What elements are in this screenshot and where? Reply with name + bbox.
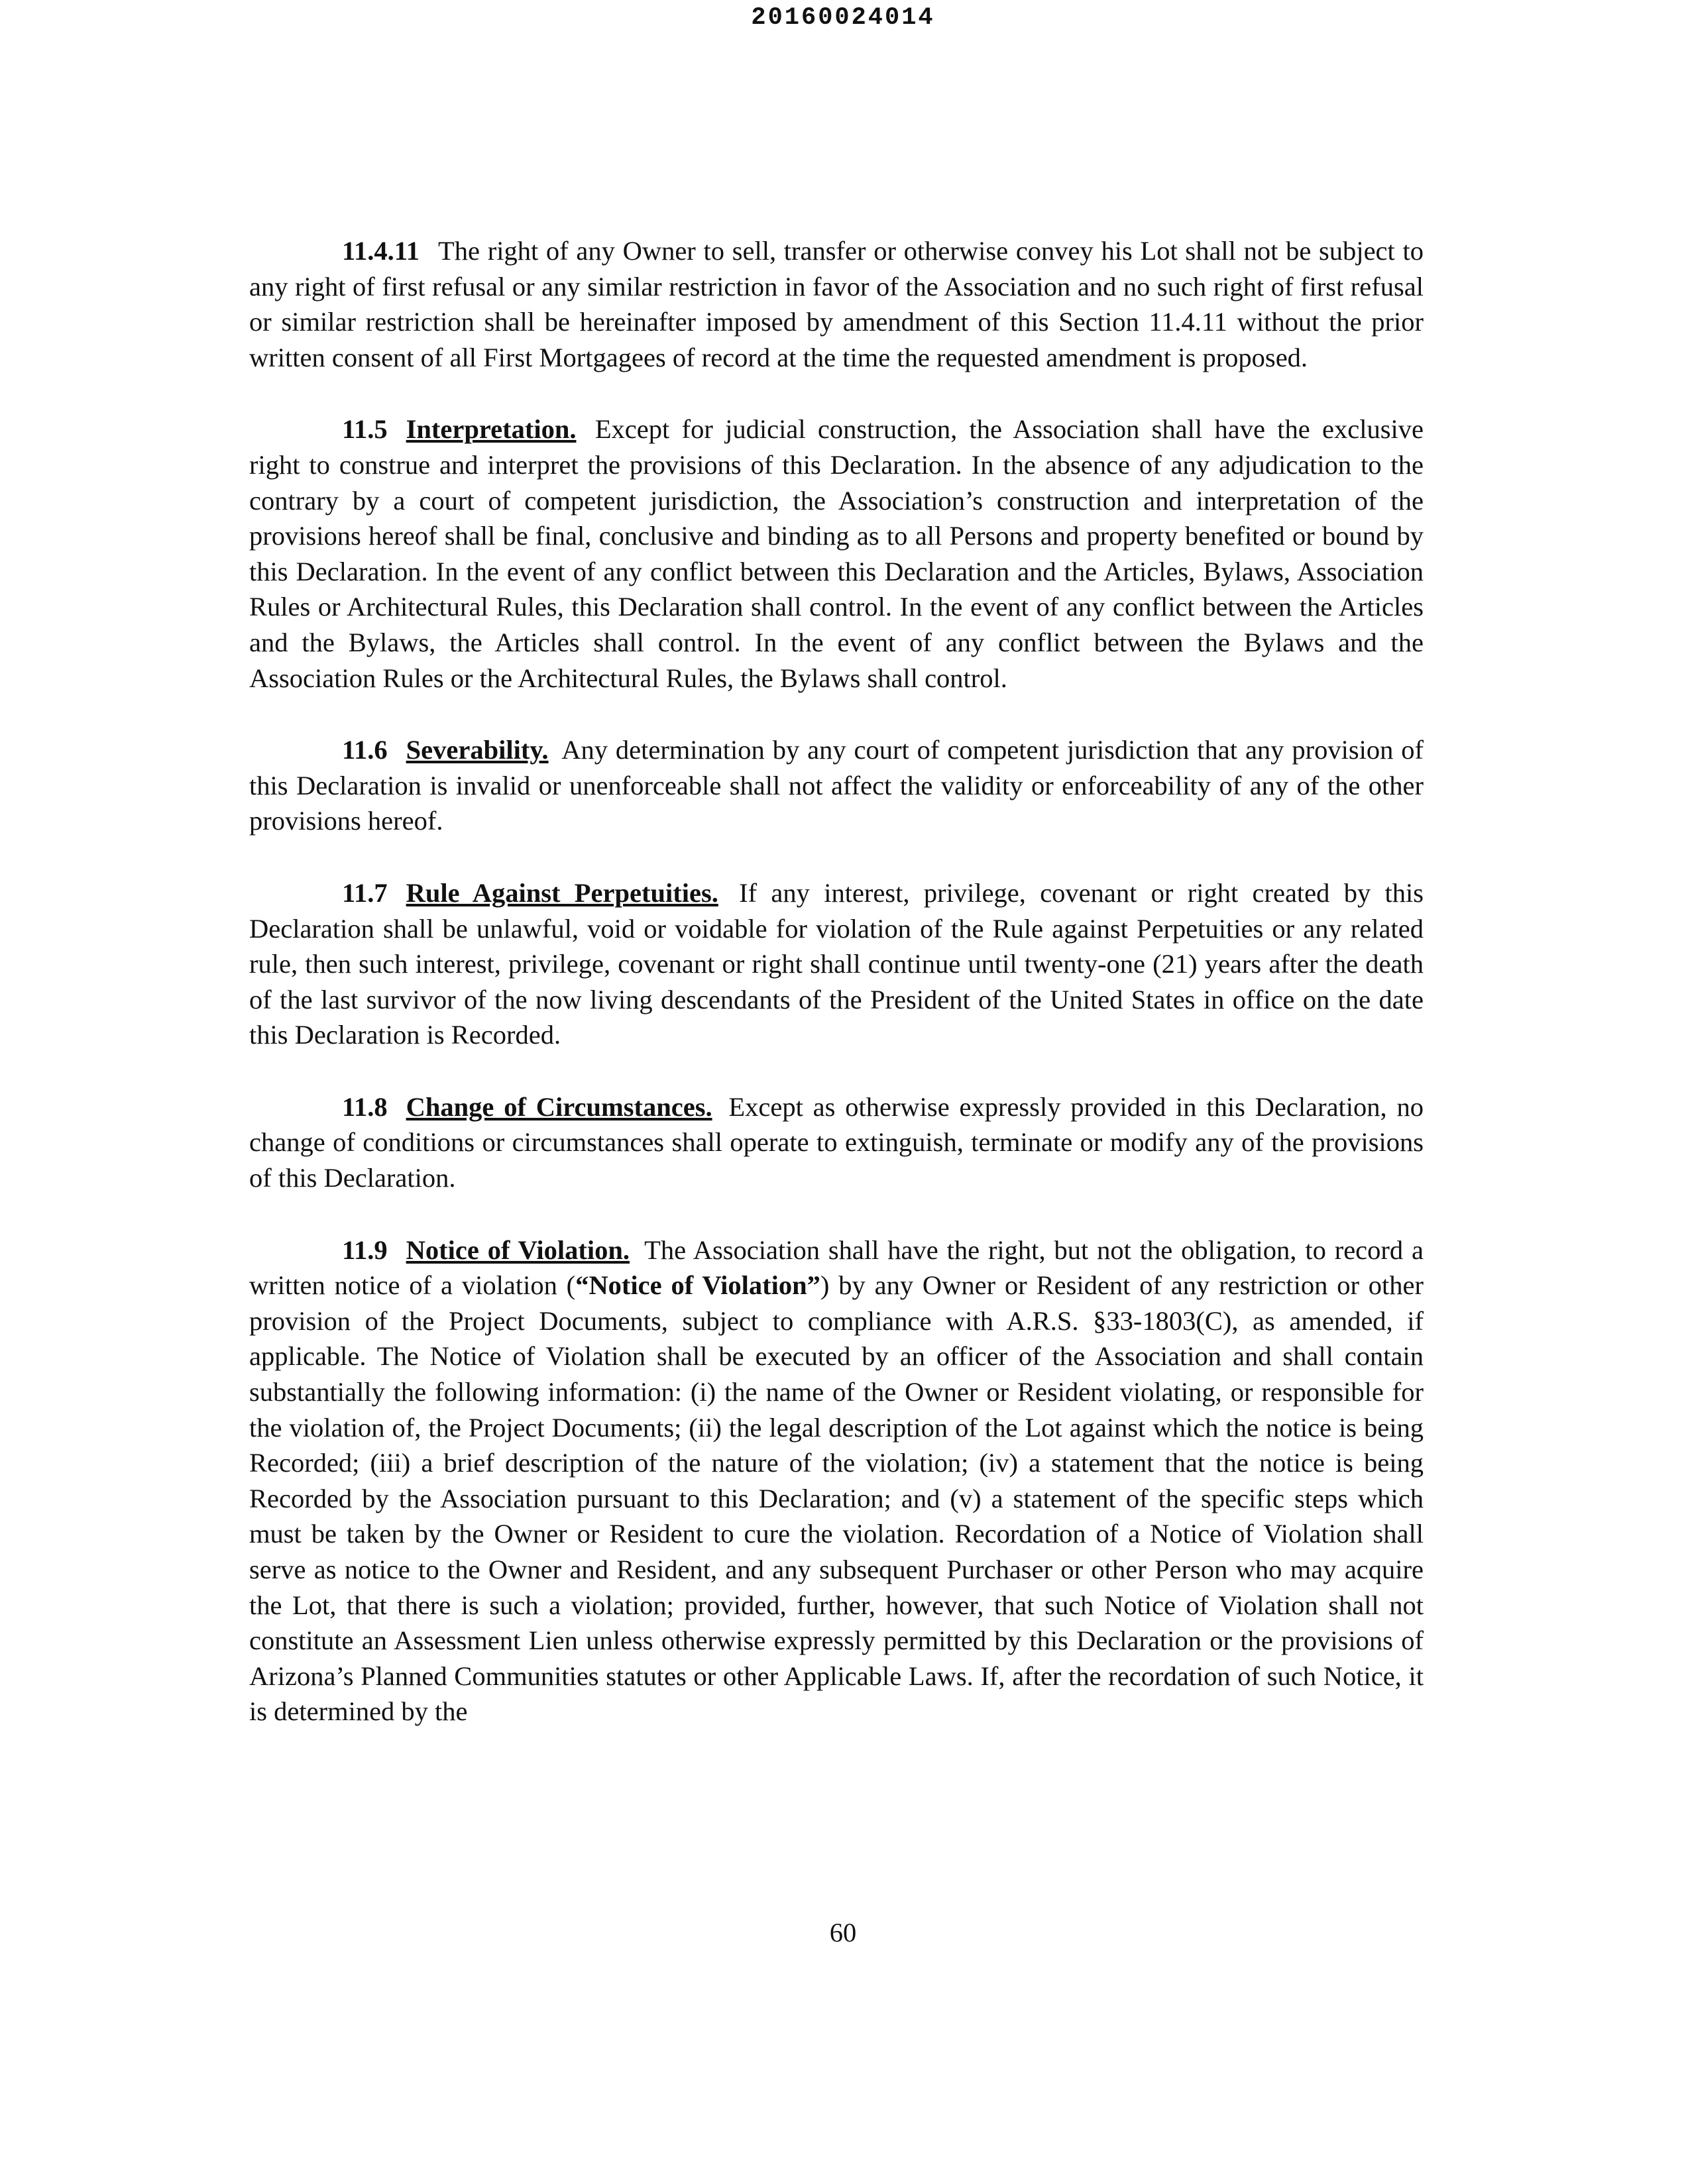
section-number: 11.5 — [342, 414, 388, 445]
section-11-4-11 — [249, 233, 1424, 375]
page-number: 60 — [829, 1918, 857, 1947]
section-heading: Rule Against Perpetuities. — [406, 877, 718, 908]
section-text: Except as otherwise expressly provided in this Declaration, no change of conditions or circumstances shall operate to extinguish, terminate or modify any of the provisions of this Declaration. — [249, 1091, 1424, 1193]
section-text: Any determination by any court of competent jurisdiction that any provision of this Declaration is invalid or unenforceable shall not affect the validity or enforceability of any of the other provisions hereof. — [249, 735, 1424, 836]
section-11-6 — [249, 732, 1424, 839]
section-11-5 — [249, 411, 1424, 696]
section-number: 11.7 — [342, 877, 388, 908]
section-11-8 — [249, 1089, 1424, 1196]
section-text-after: ) by any Owner or Resident of any restriction or other provision of the Project Documents, subject to compliance with A.R.S. §33-1803(C), as amended, if applicable. The Notice of Violation shall be executed by an officer of the Association and shall contain substantially the following information: (i) the name of the Owner or Resident violating, or responsible for the violation of, the Project Documents; (ii) the legal description of the Lot against which the notice is being Recorded; (iii) a brief description of the nature of the violation; (iv) a statement that the notice is being Recorded by the Association pursuant to this Declaration; and (v) a statement of the specific steps which must be taken by the Owner or Resident to cure the violation. Recordation of a Notice of Violation shall serve as notice to the Owner and Resident, and any subsequent Purchaser or other Person who may acquire the Lot, that there is such a violation; provided, further, however, that such Notice of Violation shall not constitute an Assessment Lien unless otherwise expressly permitted by this Declaration or the provisions of Arizona’s Planned Communities statutes or other Applicable Laws. If, after the recordation of such Notice, it is determined by the — [249, 1270, 1424, 1727]
section-heading: Severability. — [406, 735, 549, 765]
section-number: 11.6 — [342, 735, 388, 765]
section-text: The right of any Owner to sell, transfer or otherwise convey his Lot shall not be subject to any right of first refusal or any similar restriction in favor of the Association and no such right of first refusal or similar restriction shall be hereinafter imposed by amendment of this Section 11.4.11 without the prior written consent of all First Mortgagees of record at the time the requested amendment is proposed. — [249, 236, 1424, 372]
section-number: 11.4.11 — [342, 236, 420, 266]
document-body — [249, 233, 1424, 1766]
section-heading: Notice of Violation. — [406, 1234, 630, 1265]
section-number: 11.9 — [342, 1234, 388, 1265]
defined-term: “Notice of Violation” — [575, 1270, 820, 1301]
section-heading: Interpretation. — [406, 414, 577, 445]
document-number: 20160024014 — [751, 4, 935, 32]
section-text-before: The Association shall have the right, but not the obligation, to record a written notice of a violation ( — [249, 1234, 1424, 1301]
section-text: Except for judicial construction, the Association shall have the exclusive right to construe and interpret the provisions of this Declaration. In the absence of any adjudication to the contrary by a court of competent jurisdiction, the Association’s construction and interpretation of the provisions hereof shall be final, conclusive and binding as to all Persons and property benefited or bound by this Declaration. In the event of any conflict between this Declaration and the Articles, Bylaws, Association Rules or Architectural Rules, this Declaration shall control. In the event of any conflict between the Articles and the Bylaws, the Articles shall control. In the event of any conflict between the Bylaws and the Association Rules or the Architectural Rules, the Bylaws shall control. — [249, 414, 1424, 693]
section-11-7 — [249, 875, 1424, 1053]
section-11-9 — [249, 1232, 1424, 1729]
section-text: If any interest, privilege, covenant or right created by this Declaration shall be unlawful, void or voidable for violation of the Rule against Perpetuities or any related rule, then such interest, privilege, covenant or right shall continue until twenty-one (21) years after the death of the last survivor of the now living descendants of the President of the United States in office on the date this Declaration is Recorded. — [249, 877, 1424, 1050]
section-heading: Change of Circumstances. — [406, 1091, 712, 1122]
section-number: 11.8 — [342, 1091, 388, 1122]
